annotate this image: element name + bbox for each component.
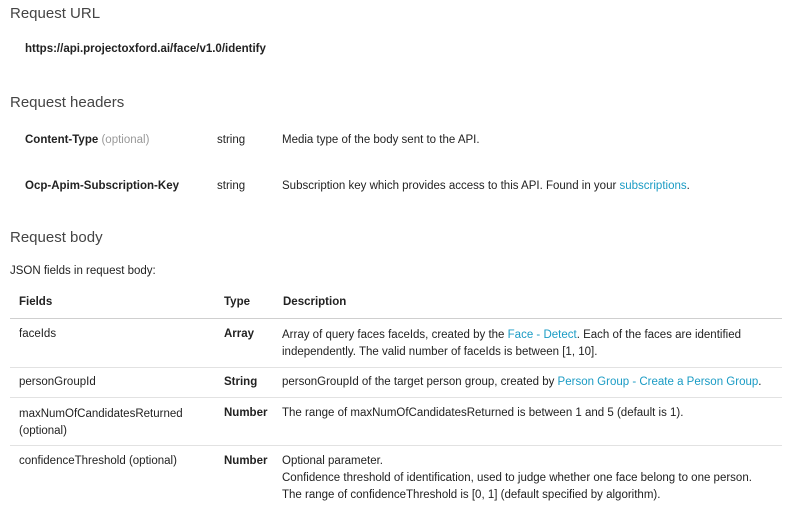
face-detect-link[interactable]: Face - Detect [507,329,577,341]
field-type: Number [224,455,268,467]
header-subscription-key-name: Ocp-Apim-Subscription-Key [25,180,179,192]
create-person-group-link[interactable]: Person Group - Create a Person Group [557,376,759,388]
column-header-description: Description [283,296,347,308]
column-header-fields: Fields [19,296,53,308]
header-content-type-description: Media type of the body sent to the API. [282,134,480,146]
field-type: Array [224,328,255,340]
header-content-type-type: string [217,134,246,146]
field-description-line-2: Confidence threshold of identification, used to judge whether one face belong to one person. [282,472,752,484]
field-description [282,327,777,361]
header-name: Content-Type [25,134,99,146]
header-subscription-key-type: string [217,180,246,192]
description-text: Subscription key which provides access to this API. Found in your [282,180,620,192]
field-name: maxNumOfCandidatesReturned (optional) [19,408,183,437]
description-text-end: . Each of the faces are identified independently. The valid number of faceIds is between [1, 10]. [282,329,741,358]
field-description-line-1: Optional parameter. [282,455,384,467]
row-divider [10,397,782,398]
request-body-intro: JSON fields in request body: [10,265,156,277]
row-divider [10,445,782,446]
table-header-divider [10,318,782,319]
field-name: confidenceThreshold (optional) [19,455,177,467]
field-description: The range of maxNumOfCandidatesReturned is between 1 and 5 (default is 1). [282,407,684,419]
field-name: personGroupId [19,376,96,388]
row-divider [10,367,782,368]
header-qualifier: (optional) [101,134,150,146]
field-type: String [224,376,258,388]
field-description [282,376,761,388]
column-header-type: Type [224,296,250,308]
description-text-end: . [758,376,762,388]
field-description-line-3: The range of confidenceThreshold is [0, 1] (default specified by algorithm). [282,489,661,501]
field-name: faceIds [19,328,57,340]
description-text: personGroupId of the target person group, created by [282,376,558,388]
request-url-value: https://api.projectoxford.ai/face/v1.0/identify [25,43,266,55]
request-url-heading: Request URL [10,5,101,22]
field-type: Number [224,407,268,419]
request-body-heading: Request body [10,229,103,246]
subscriptions-link[interactable]: subscriptions [619,180,687,192]
header-content-type-name [25,134,149,146]
request-headers-heading: Request headers [10,94,125,111]
description-text: Array of query faces faceIds, created by the [282,329,508,341]
header-subscription-key-description [282,180,690,192]
description-text-end: . [686,180,690,192]
